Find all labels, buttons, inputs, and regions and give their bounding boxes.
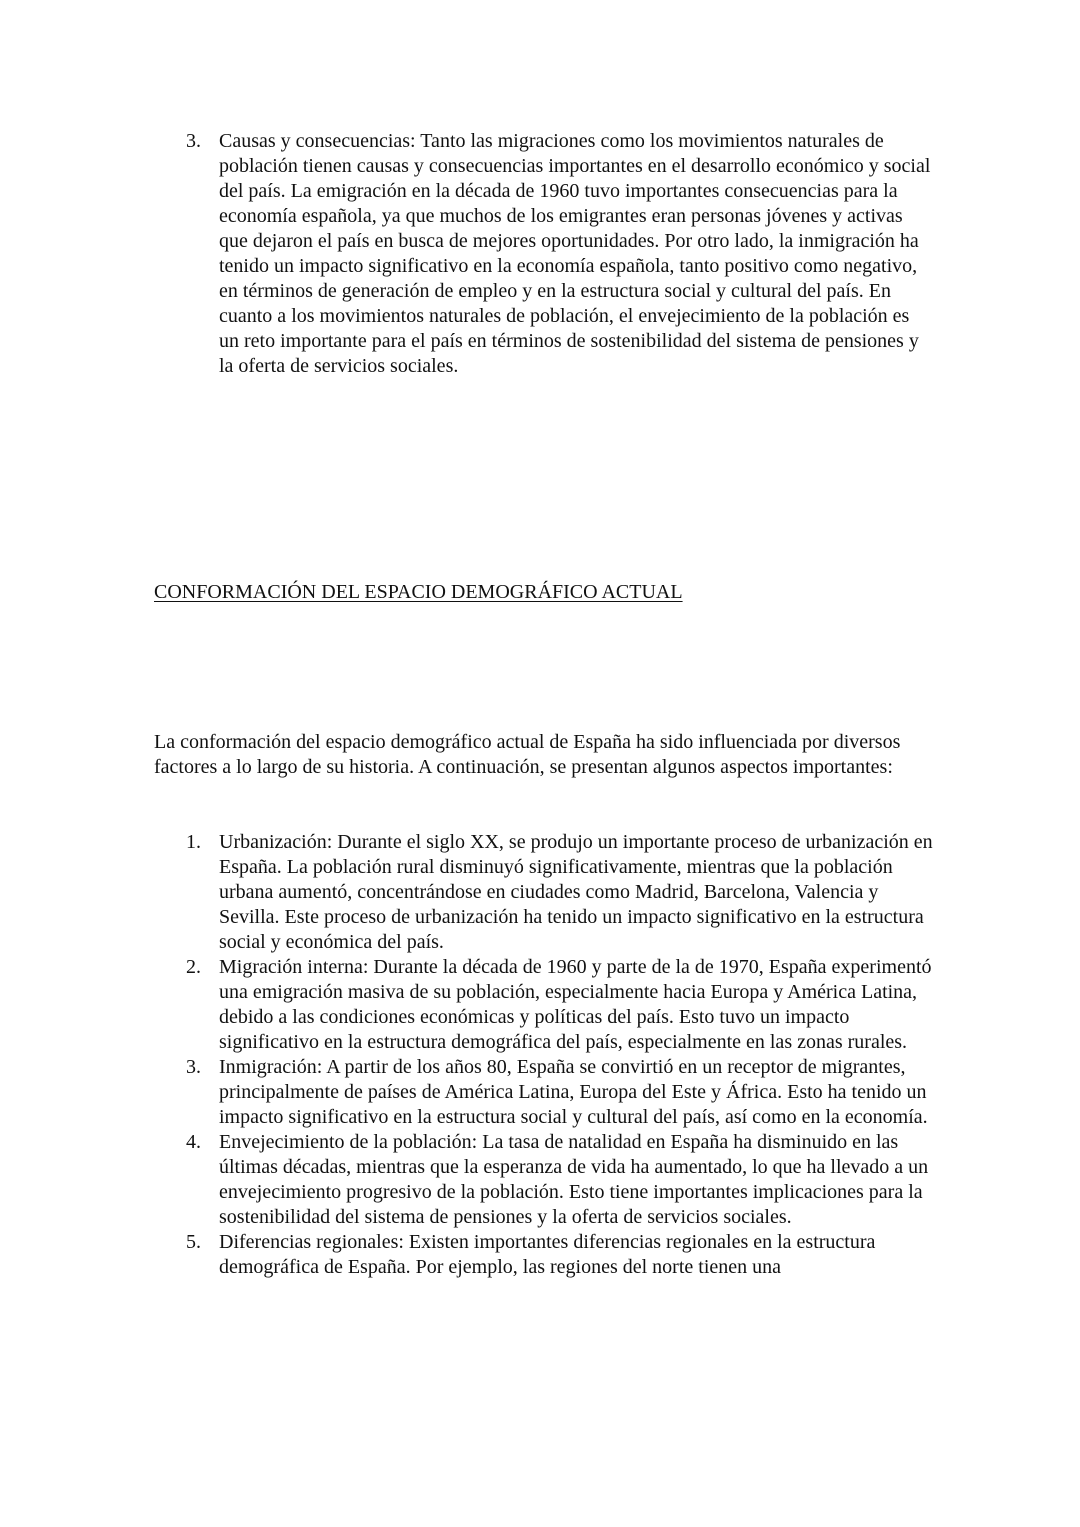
list-item-number: 3.	[186, 1056, 201, 1078]
list-item	[154, 830, 934, 955]
list-item-number: 5.	[186, 1231, 201, 1253]
list-item-text: Diferencias regionales: Existen importantes diferencias regionales en la estructura demográfica de España. Por ejemplo, las regiones del norte tienen una	[219, 1231, 876, 1278]
list-item-text: Urbanización: Durante el siglo XX, se produjo un importante proceso de urbanización en España. La población rural disminuyó significativamente, mientras que la población urbana aumentó, concentrándose en ciudades como Madrid, Barcelona, Valencia y Sevilla. Este proceso de urbanización ha tenido un impacto significativo en la estructura social y económica del país.	[219, 831, 933, 953]
top-numbered-list	[154, 129, 934, 379]
list-item-text: Envejecimiento de la población: La tasa de natalidad en España ha disminuido en las últimas décadas, mientras que la esperanza de vida ha aumentado, lo que ha llevado a un envejecimiento progresivo de la población. Esto tiene importantes implicaciones para la sostenibilidad del sistema de pensiones y la oferta de servicios sociales.	[219, 1131, 929, 1228]
list-item-number: 3.	[186, 130, 201, 152]
section-numbered-list	[154, 830, 934, 1280]
list-item	[154, 1130, 934, 1230]
list-item-text: Causas y consecuencias: Tanto las migraciones como los movimientos naturales de población tienen causas y consecuencias importantes en el desarrollo económico y social del país. La emigración en la década de 1960 tuvo importantes consecuencias para la economía española, ya que muchos de los emigrantes eran personas jóvenes y activas que dejaron el país en busca de mejores oportunidades. Por otro lado, la inmigración ha tenido un impacto significativo en la economía española, tanto positivo como negativo, en términos de generación de empleo y en la estructura social y cultural del país. En cuanto a los movimientos naturales de población, el envejecimiento de la población es un reto importante para el país en términos de sostenibilidad del sistema de pensiones y la oferta de servicios sociales.	[219, 130, 931, 377]
list-item-number: 4.	[186, 1131, 201, 1153]
list-item-text: Inmigración: A partir de los años 80, España se convirtió en un receptor de migrantes, principalmente de países de América Latina, Europa del Este y África. Esto ha tenido un impacto significativo en la estructura social y cultural del país, así como en la economía.	[219, 1056, 928, 1128]
list-item	[154, 129, 934, 379]
list-item	[154, 955, 934, 1055]
list-item	[154, 1055, 934, 1130]
intro-paragraph: La conformación del espacio demográfico actual de España ha sido influenciada por diversos factores a lo largo de su historia. A continuación, se presentan algunos aspectos importantes:	[154, 731, 901, 778]
list-item-number: 1.	[186, 831, 201, 853]
list-item	[154, 1230, 934, 1280]
list-item-number: 2.	[186, 956, 201, 978]
section-heading: CONFORMACIÓN DEL ESPACIO DEMOGRÁFICO ACTUAL	[154, 581, 683, 603]
list-item-text: Migración interna: Durante la década de 1960 y parte de la de 1970, España experimentó una emigración masiva de su población, especialmente hacia Europa y América Latina, debido a las condiciones económicas y políticas del país. Esto tuvo un impacto significativo en la estructura demográfica del país, especialmente en las zonas rurales.	[219, 956, 932, 1053]
